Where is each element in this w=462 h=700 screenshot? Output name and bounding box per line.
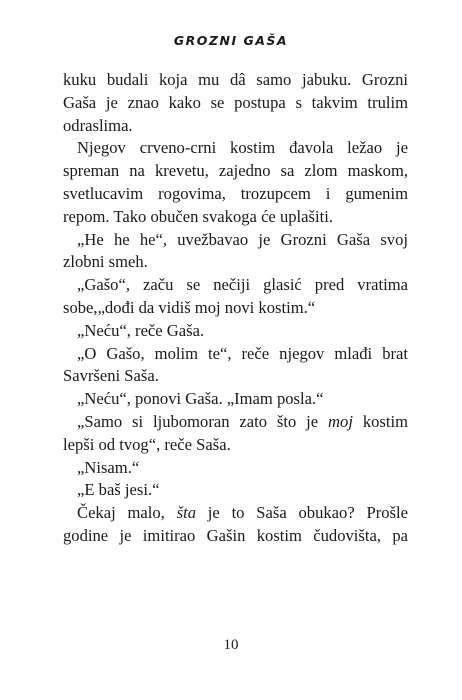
text-line: repom. Tako obučen svakoga će uplašiti.: [63, 206, 333, 226]
text-line: [63, 502, 408, 525]
text-segment: Čekaj malo,: [77, 503, 177, 523]
text-line: „E baš jesi.“: [77, 480, 160, 500]
text-line: „Nisam.“: [77, 457, 140, 477]
page-number: 10: [223, 637, 239, 653]
text-line: „He he he“, uvežbavao je Grozni Gaša svoj: [77, 229, 408, 249]
text-line: kuku budali koja mu dâ samo jabuku. Grozni: [63, 70, 408, 89]
running-head: GROZNI GAŠA: [173, 33, 289, 48]
body-text: [63, 69, 408, 548]
text-line: „Neću“, ponovi Gaša. „Imam posla.“: [77, 389, 324, 409]
text-segment: je to Saša obukao? Prošle: [196, 503, 408, 523]
text-line: Gaša je znao kako se postupa s takvim trulim: [63, 92, 408, 112]
text-line: lepši od tvog“, reče Saša.: [63, 434, 231, 454]
text-line: „Neću“, reče Gaša.: [77, 320, 205, 340]
text-line: sobe,„dođi da vidiš moj novi kostim.“: [63, 297, 316, 317]
emphasis-text: moj: [328, 411, 353, 431]
text-line: godine je imitirao Gašin kostim čudovišta, pa: [63, 525, 408, 545]
text-line: spreman na krevetu, zajedno sa zlom maskom,: [63, 161, 408, 181]
emphasis-text: šta: [176, 503, 196, 523]
text-line: „O Gašo, molim te“, reče njegov mlađi brat: [77, 343, 408, 363]
text-line: „Gašo“, začu se nečiji glasić pred vratima: [77, 275, 408, 295]
text-line: svetlucavim rogovima, trozupcem i gumenim: [63, 183, 408, 203]
text-line: Njegov crveno-crni kostim đavola ležao je: [77, 138, 408, 158]
text-line: zlobni smeh.: [63, 252, 148, 272]
text-line: Savršeni Saša.: [63, 366, 159, 386]
text-line: odraslima.: [63, 115, 133, 135]
text-segment: kostim: [352, 411, 409, 431]
text-segment: „Samo si ljubomoran zato što je: [77, 411, 329, 431]
text-line: [63, 411, 408, 434]
